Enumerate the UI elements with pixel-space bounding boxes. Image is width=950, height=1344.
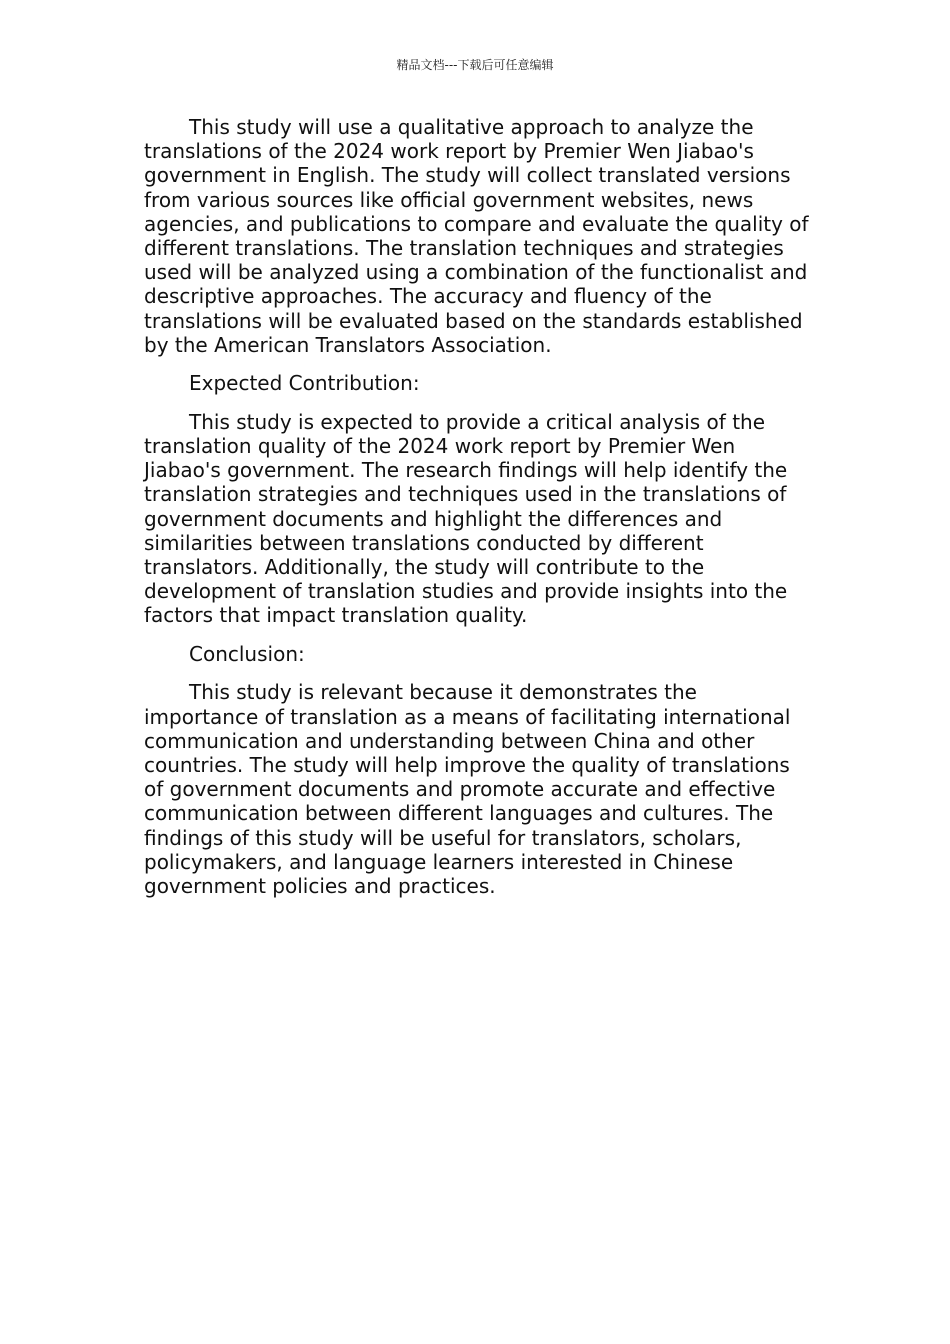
document-body <box>144 115 812 913</box>
conclusion-heading: Conclusion: <box>189 641 305 666</box>
methodology-paragraph: This study will use a qualitative approach to analyze the translations of the 2024 work report by Premier Wen Jiabao's government in English. The study will collect translated versions from various sources like official government websites, news agencies, and publications to compare and evaluate the quality of different translations. The translation techniques and strategies used will be analyzed using a combination of the functionalist and descriptive approaches. The accuracy and fluency of the translations will be evaluated based on the standards established by the American Translators Association. <box>144 115 809 357</box>
conclusion-paragraph: This study is relevant because it demonstrates the importance of translation as a means of facilitating international communication and understanding between China and other countries. The study will help improve the quality of translations of government documents and promote accurate and effective communication between different languages and cultures. The findings of this study will be useful for translators, scholars, policymakers, and language learners interested in Chinese government policies and practices. <box>144 680 791 899</box>
page-header: 精品文档---下载后可任意编辑 <box>396 58 554 72</box>
expected-contribution-heading: Expected Contribution: <box>189 371 420 396</box>
expected-contribution-paragraph: This study is expected to provide a critical analysis of the translation quality of the 2024 work report by Premier Wen Jiabao's government. The research findings will help identify the translation strategies and techniques used in the translations of government documents and highlight the differences and similarities between translations conducted by different translators. Additionally, the study will contribute to the development of translation studies and provide insights into the factors that impact translation quality. <box>144 409 788 628</box>
